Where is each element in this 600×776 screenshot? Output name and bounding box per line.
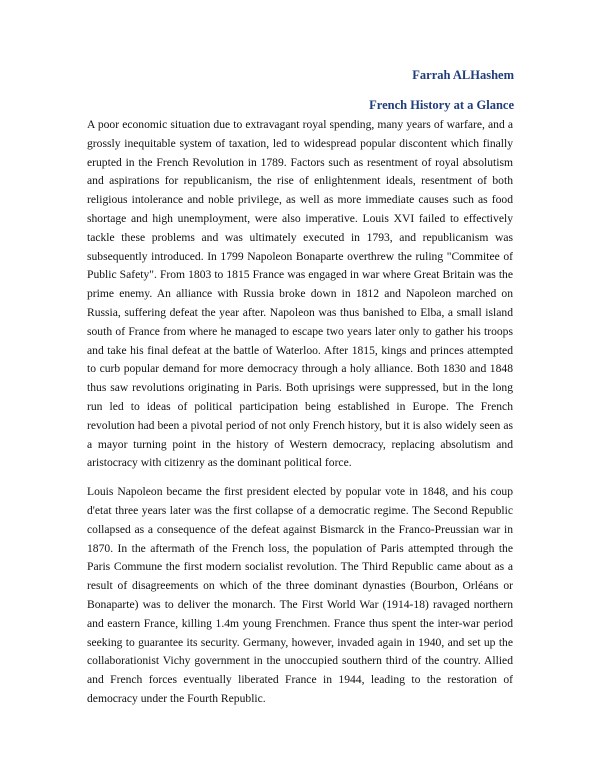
document-title: French History at a Glance [369, 98, 514, 112]
author-name: Farrah ALHashem [412, 68, 514, 82]
body-text [87, 116, 513, 709]
paragraph-2: Louis Napoleon became the first president elected by popular vote in 1848, and his coup d'etat three years later was the first collapse of a democratic regime. The Second Republic collapsed as a consequence of the defeat against Bismarck in the Franco-Preussian war in 1870. In the aftermath of the French loss, the population of Paris attempted through the Paris Commune the first modern socialist revolution. The Third Republic came about as a result of disagreements on which of the three dominant dynasties (Bourbon, Orléans or Bonaparte) was to deliver the monarch. The First World War (1914-18) ravaged northern and eastern France, killing 1.4m young Frenchmen. France thus spent the inter-war period seeking to guarantee its security. Germany, however, invaded again in 1940, and set up the collaborationist Vichy government in the unoccupied southern third of the country. Allied and French forces eventually liberated France in 1944, leading to the restoration of democracy under the Fourth Republic. [87, 485, 513, 705]
paragraph-1: A poor economic situation due to extravagant royal spending, many years of warfare, and a grossly inequitable system of taxation, led to widespread popular discontent which finally erupted in the French Revolution in 1789. Factors such as resentment of royal absolutism and aspirations for republicanism, the rise of enlightenment ideals, resentment of both religious intolerance and noble privilege, as well as more immediate causes such as food shortage and high unemployment, were also imperative. Louis XVI failed to effectively tackle these problems and was ultimately executed in 1793, and republicanism was subsequently introduced. In 1799 Napoleon Bonaparte overthrew the ruling "Commitee of Public Safety". From 1803 to 1815 France was engaged in war where Great Britain was the prime enemy. An alliance with Russia broke down in 1812 and Napoleon marched on Russia, suffering defeat the year after. Napoleon was thus banished to Elba, a small island south of France from where he managed to escape two years later only to gather his troops and take his final defeat at the battle of Waterloo. After 1815, kings and princes attempted to curb popular demand for more democracy through a holy alliance. Both 1830 and 1848 thus saw revolutions originating in Paris. Both uprisings were suppressed, but in the long run led to ideas of political participation being established in Europe. The French revolution had been a pivotal period of not only French history, but it is also widely seen as a mayor turning point in the history of Western democracy, replacing absolutism and aristocracy with citizenry as the dominant political force. [87, 118, 513, 470]
